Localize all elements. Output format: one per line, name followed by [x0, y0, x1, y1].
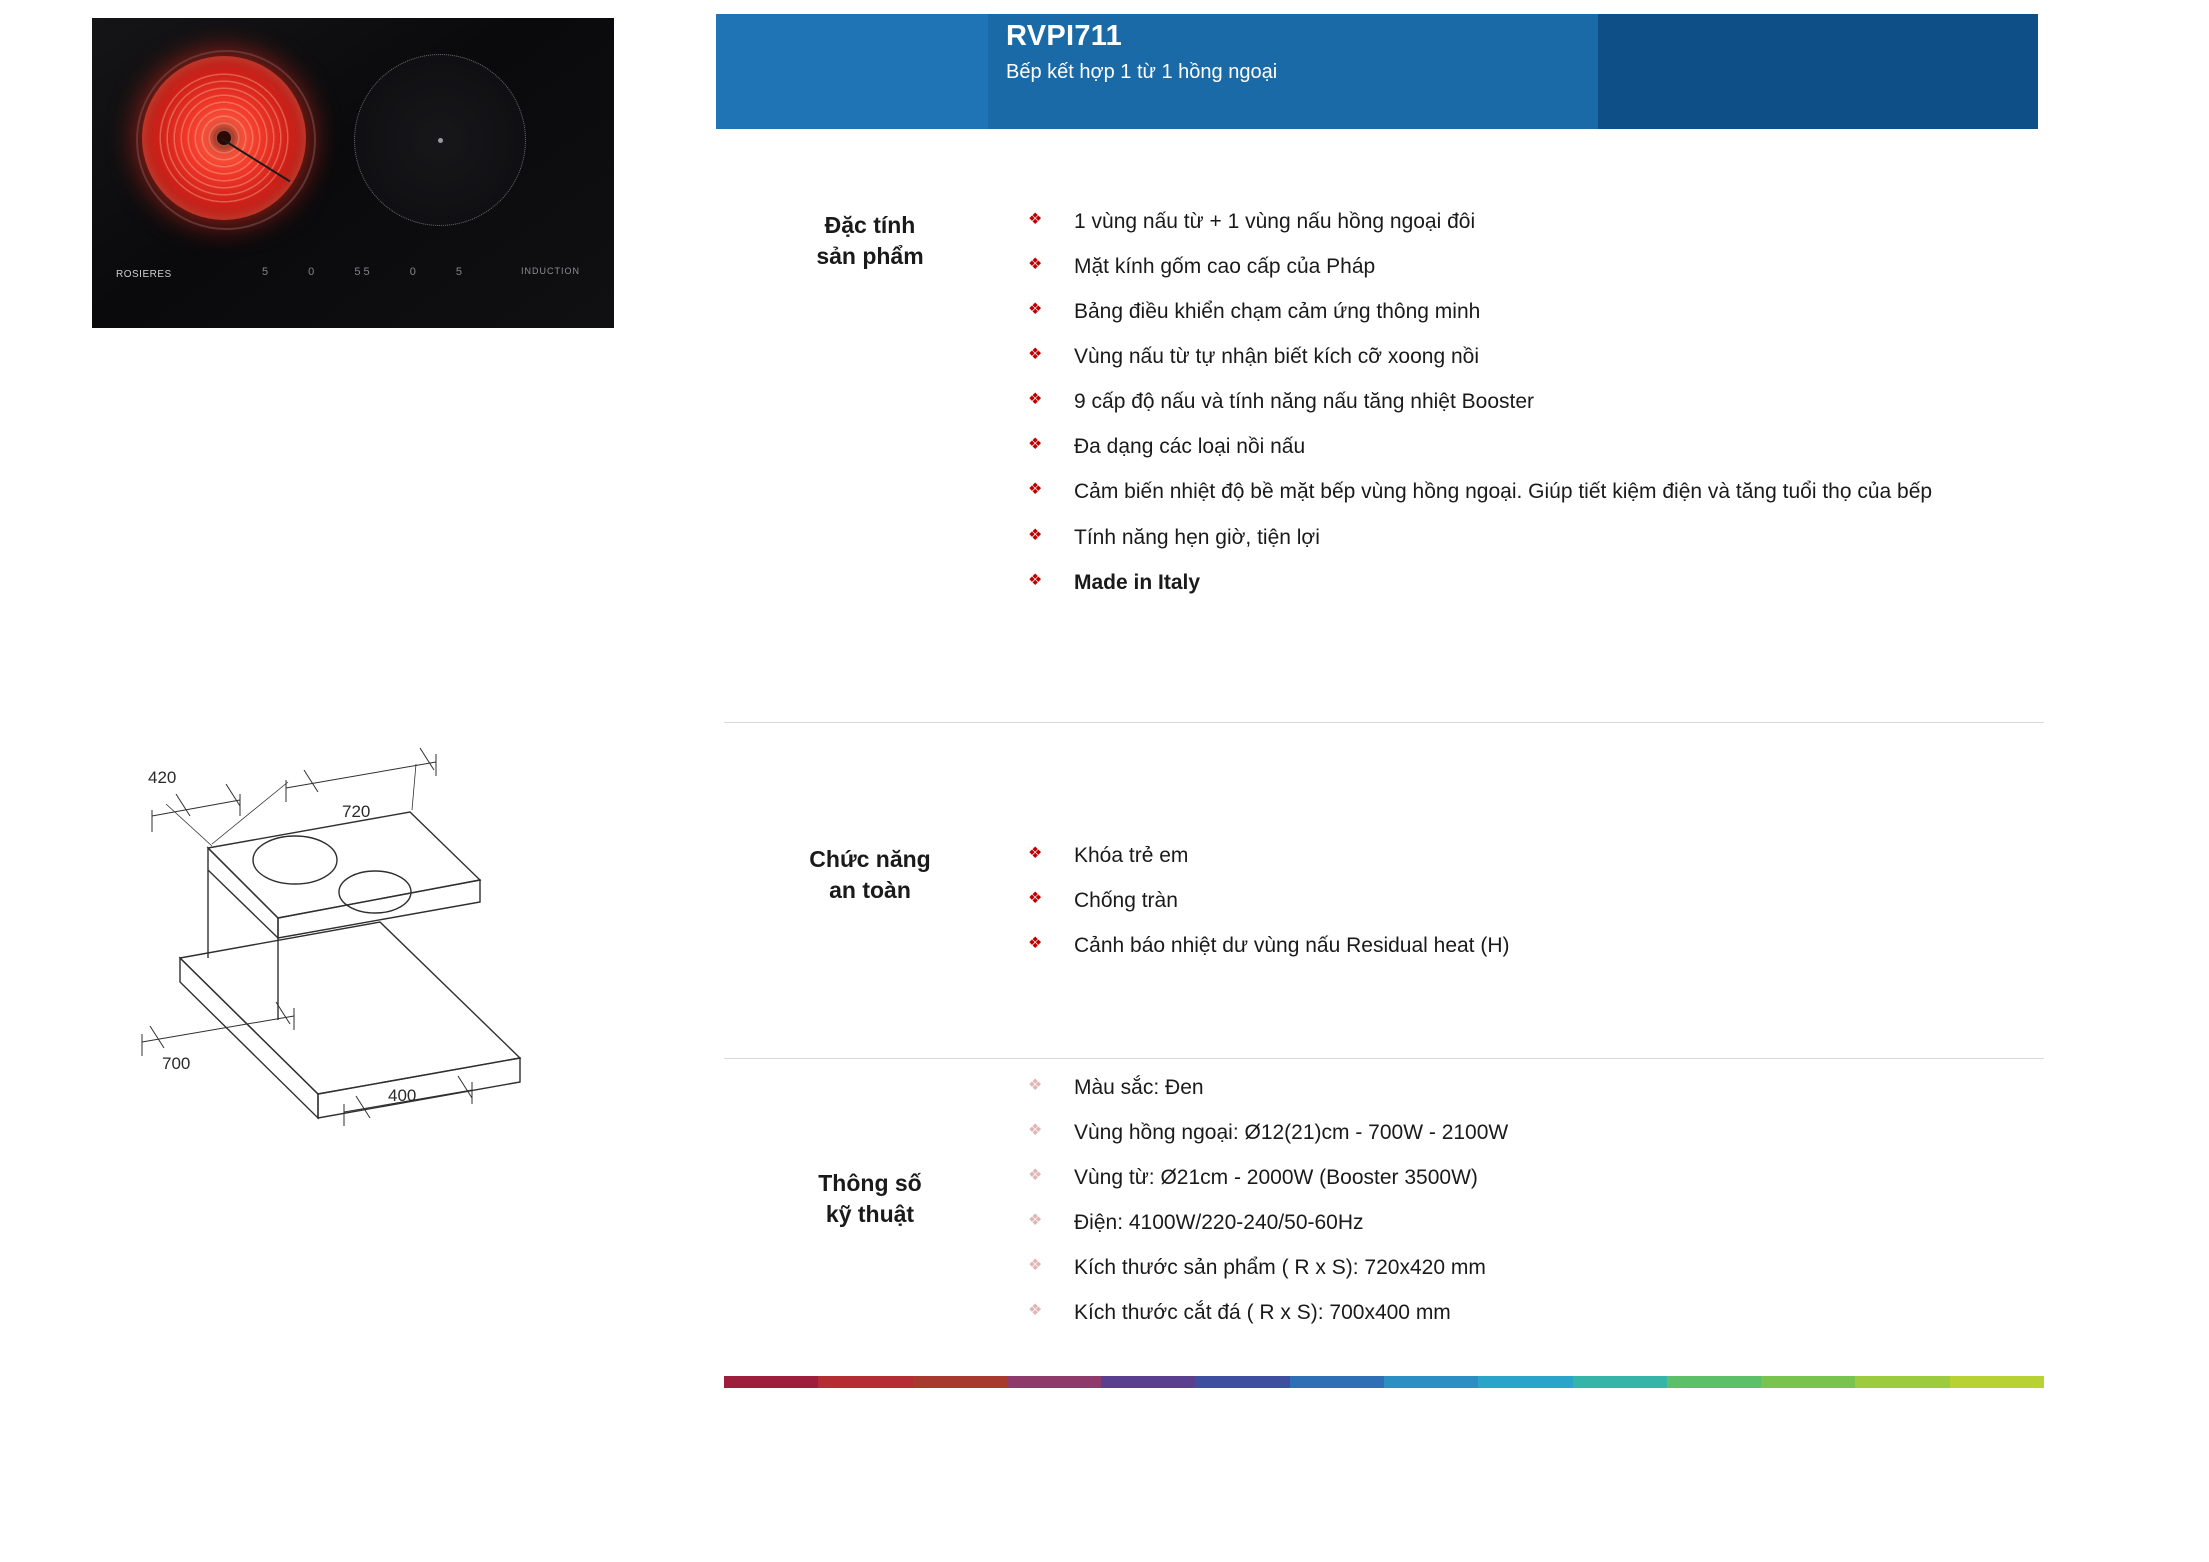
list-item [1024, 1162, 2044, 1193]
list-item-label: Vùng hồng ngoại: Ø12(21)cm - 700W - 2100W [1074, 1121, 1509, 1145]
footer-swatch [1195, 1376, 1289, 1388]
section-specs-label-line1: Thông số [818, 1170, 922, 1196]
footer-swatch [1573, 1376, 1667, 1388]
list-item-label: 9 cấp độ nấu và tính năng nấu tăng nhiệt Booster [1074, 390, 1535, 414]
dimension-drawing-svg [80, 720, 640, 1180]
header-text-block [1006, 20, 1277, 84]
list-item [1024, 431, 2044, 462]
footer-swatch [1384, 1376, 1478, 1388]
list-item [1024, 296, 2044, 327]
list-item [1024, 1207, 2044, 1238]
list-item [1024, 251, 2044, 282]
list-item-label: Tính năng hẹn giờ, tiện lợi [1074, 525, 1320, 549]
diamond-bullet-icon: ❖ [1028, 1257, 1043, 1275]
section-divider-2 [724, 1058, 2044, 1059]
diamond-bullet-icon: ❖ [1028, 1212, 1043, 1230]
list-item [1024, 885, 2044, 916]
list-item-label: Đa dạng các loại nồi nấu [1074, 435, 1306, 459]
footer-swatch [724, 1376, 818, 1388]
list-item-label: Màu sắc: Đen [1074, 1076, 1204, 1099]
list-item [1024, 1252, 2044, 1283]
diamond-bullet-icon: ❖ [1028, 211, 1043, 228]
header-swatch-left [716, 14, 988, 129]
induction-label-text: INDUCTION [521, 266, 580, 276]
list-item [1024, 930, 2044, 961]
footer-swatch [1007, 1376, 1101, 1388]
list-item [1024, 1117, 2044, 1148]
diamond-bullet-icon: ❖ [1028, 1122, 1043, 1140]
list-item-label: Bảng điều khiển chạm cảm ứng thông minh [1074, 300, 1481, 324]
footer-swatch [913, 1376, 1007, 1388]
diamond-bullet-icon: ❖ [1028, 256, 1043, 274]
product-subtitle: Bếp kết hợp 1 từ 1 hồng ngoại [1006, 61, 1278, 83]
diamond-bullet-icon: ❖ [1028, 935, 1043, 953]
footer-swatch [818, 1376, 912, 1388]
list-item [1024, 522, 2044, 553]
dimension-label-420: 420 [148, 768, 177, 787]
control-symbol-3: 5 5 [354, 266, 370, 278]
list-item [1024, 386, 2044, 417]
section-specs [724, 1072, 2044, 1342]
section-specs-label [724, 1072, 1016, 1230]
list-item [1024, 476, 2044, 507]
list-item [1024, 341, 2044, 372]
list-item-label: Khóa trẻ em [1074, 844, 1189, 867]
list-item-label: Chống tràn [1074, 889, 1178, 913]
footer-swatch [1855, 1376, 1949, 1388]
list-item-label: Điện: 4100W/220-240/50-60Hz [1074, 1211, 1364, 1235]
section-specs-list [1016, 1072, 2044, 1342]
dimension-label-720: 720 [342, 802, 371, 821]
diamond-bullet-icon: ❖ [1028, 346, 1043, 364]
section-safety [724, 840, 2044, 975]
list-item-label: Vùng từ: Ø21cm - 2000W (Booster 3500W) [1074, 1166, 1478, 1190]
list-item [1024, 567, 2044, 598]
dimension-label-700: 700 [162, 1054, 191, 1073]
list-item-label: Mặt kính gốm cao cấp của Pháp [1074, 255, 1376, 279]
control-symbol-2: 0 [308, 266, 315, 278]
section-features-label-line2: sản phẩm [816, 243, 924, 270]
section-safety-label [724, 840, 1016, 906]
diamond-bullet-icon: ❖ [1028, 1077, 1043, 1094]
diamond-bullet-icon: ❖ [1028, 890, 1043, 908]
dimension-label-400: 400 [388, 1086, 417, 1105]
list-item [1024, 840, 2044, 871]
section-divider-1 [724, 722, 2044, 723]
touch-control-panel [262, 252, 462, 292]
list-item [1024, 206, 2044, 237]
diamond-bullet-icon: ❖ [1028, 1302, 1043, 1320]
footer-swatch [1761, 1376, 1855, 1388]
dimension-drawing [80, 720, 640, 1180]
footer-color-bar [724, 1376, 2044, 1388]
diamond-bullet-icon: ❖ [1028, 571, 1043, 589]
section-features-label-line1: Đặc tính [824, 212, 916, 238]
section-features [724, 206, 2044, 612]
control-symbol-4: 0 [409, 266, 416, 278]
section-features-list [1016, 206, 2044, 612]
list-item-label: Kích thước cắt đá ( R x S): 700x400 mm [1074, 1301, 1451, 1325]
list-item-label: Vùng nấu từ tự nhận biết kích cỡ xoong nồi [1074, 345, 1479, 369]
control-symbol-1: 5 [262, 266, 269, 278]
list-item [1024, 1297, 2044, 1328]
section-features-label [724, 206, 1016, 272]
section-safety-list [1016, 840, 2044, 975]
footer-swatch [1478, 1376, 1572, 1388]
list-item-label: Cảm biến nhiệt độ bề mặt bếp vùng hồng ngoại. Giúp tiết kiệm điện và tăng tuổi thọ của bếp [1074, 480, 1933, 504]
footer-swatch [1950, 1376, 2044, 1388]
diamond-bullet-icon: ❖ [1028, 391, 1043, 409]
product-model-title: RVPI711 [1006, 20, 1123, 52]
product-header-bar [716, 14, 2038, 129]
section-specs-label-line2: kỹ thuật [825, 1201, 915, 1228]
footer-swatch [1667, 1376, 1761, 1388]
list-item-label: 1 vùng nấu từ + 1 vùng nấu hồng ngoại đôi [1074, 210, 1476, 233]
brand-logo-text: ROSIERES [116, 269, 172, 280]
header-swatch-right [1598, 14, 2038, 129]
footer-swatch [1101, 1376, 1195, 1388]
diamond-bullet-icon: ❖ [1028, 481, 1043, 499]
section-safety-label-line2: an toàn [829, 877, 911, 904]
diamond-bullet-icon: ❖ [1028, 845, 1043, 862]
diamond-bullet-icon: ❖ [1028, 436, 1043, 454]
radiant-heating-zone [142, 56, 306, 220]
list-item-label: Kích thước sản phẩm ( R x S): 720x420 mm [1074, 1256, 1486, 1280]
section-safety-label-line1: Chức năng [809, 846, 931, 872]
product-photo [92, 18, 614, 328]
diamond-bullet-icon: ❖ [1028, 1167, 1043, 1185]
diamond-bullet-icon: ❖ [1028, 301, 1043, 319]
list-item [1024, 1072, 2044, 1103]
list-item-label: Cảnh báo nhiệt dư vùng nấu Residual heat (H) [1074, 934, 1510, 958]
left-column [0, 0, 700, 1562]
list-item-label: Made in Italy [1074, 570, 1201, 594]
control-symbol-5: 5 [455, 266, 462, 278]
footer-swatch [1290, 1376, 1384, 1388]
right-column [716, 0, 2209, 1562]
diamond-bullet-icon: ❖ [1028, 526, 1043, 544]
induction-heating-zone [354, 54, 526, 226]
